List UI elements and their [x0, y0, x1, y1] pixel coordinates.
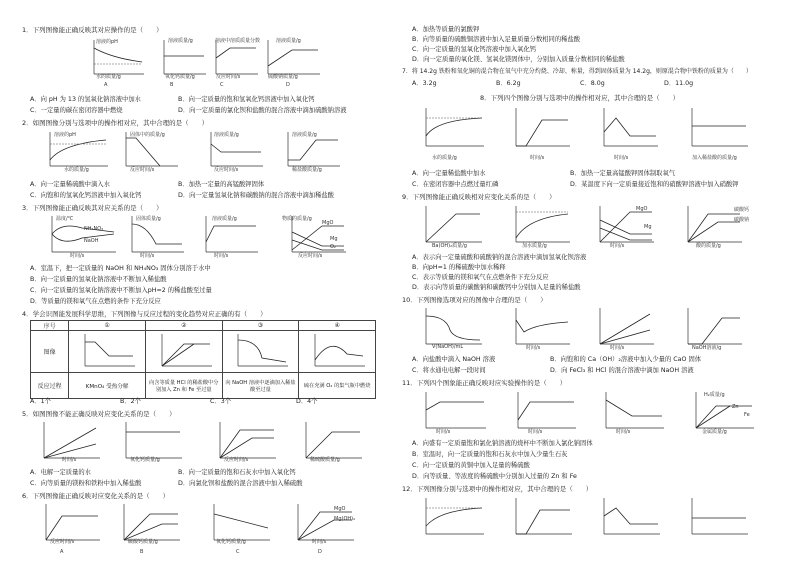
q6-letter-b: B — [140, 549, 144, 555]
q8-a-xlabel: 水的质量/g — [432, 155, 457, 161]
q3-b-xlabel: 时间/s — [140, 253, 155, 259]
q2-d-ylabel: 溶液质量/g — [292, 132, 317, 138]
q5-option-a: A．电解一定质量的水 — [30, 469, 91, 476]
q6-stem: 6．下列图像能正确反映对应变化关系的是（ ） — [22, 492, 170, 500]
q1-b-xlabel: 氧化钙质量/g — [165, 74, 195, 80]
q8-graph-a — [416, 106, 486, 152]
q11-annot-h2: H₂质量/g — [704, 392, 725, 398]
q12-graph-b — [506, 496, 574, 540]
q4-row-process-label: 反应过程 — [31, 373, 69, 399]
q6-letter-c: C — [236, 549, 240, 555]
q9-annot-mg: Mg — [644, 224, 652, 230]
q6-option-b: B．向等质量的硫酸铜溶液中加入足量质量分数相同的稀盐酸 — [412, 36, 581, 43]
q9-option-b: B．向pH=1 的稀硫酸中加水稀释 — [412, 264, 506, 271]
q6-letter-d: D — [318, 549, 322, 555]
q11-option-d: D．向等质量、等浓度的稀硫酸中分别加入过量的 Zn 和 Fe — [412, 473, 577, 480]
q11-option-b: B．室温时，向一定质量的饱和石灰水中加入少量生石灰 — [412, 451, 568, 458]
q3-a-xlabel: 时间/s — [70, 253, 85, 259]
q4-process-2: 向含等质量 HCl 的稀盐酸中分别加入 Zn 和 Fe 至过量 — [145, 373, 222, 399]
q5-c-xlabel: 反应时间/s — [224, 457, 249, 463]
q8-graph-d — [684, 106, 750, 152]
q8-option-d: D．某温度下向一定质量接近饱和的硝酸钾溶液中加入硝酸钾 — [570, 181, 739, 188]
q8-graph-c — [596, 106, 660, 152]
q8-stem: 8．下列四个图像分别与选项中的操作相对应，其中合理的是（ ） — [480, 94, 680, 102]
q2-c-ylabel: 溶液质量/g — [214, 132, 239, 138]
q9-option-c: C．表示等质量的镁和氧气在点燃条件下充分反应 — [412, 274, 549, 281]
q7-option-c: C．8.0g — [580, 80, 605, 87]
q4-option-a: A．1个 — [30, 398, 51, 405]
q6-option-d: D．向一定质量的氧化镁、氢氧化镁固体中，分别加入质量分数相同的稀盐酸 — [412, 56, 625, 63]
q2-d-xlabel: 稀盐酸质量/g — [292, 167, 322, 173]
q5-option-c: C．向等质量的镁粉和铁粉中加入稀盐酸 — [30, 480, 142, 487]
q1-a-ylabel: 溶液的pH — [96, 39, 118, 45]
q4-option-c: C．3个 — [210, 398, 231, 405]
q1-option-a: A．向 pH 为 13 的氢氧化钠溶液中加水 — [30, 96, 141, 103]
q1-option-c: C．一定量的碳在密闭容器中燃烧 — [30, 107, 123, 114]
q4-graph-3 — [222, 331, 299, 373]
q3-annot-mgo: MgO — [322, 220, 334, 226]
q4-header-2: ② — [145, 321, 222, 331]
q6-b-xlabel: 碳酸钙质量/g — [128, 539, 158, 545]
q1-option-d: D．向一定质量的氯化钡和盐酸的混合溶液中滴加硫酸钠溶液 — [178, 107, 347, 114]
q3-c-ylabel: 溶液质量/g — [212, 216, 237, 222]
q4-option-b: B．2个 — [120, 398, 141, 405]
q2-option-b: B．加热一定量的高锰酸钾固体 — [178, 181, 265, 188]
q2-option-c: C．向饱和的氢氧化钙溶液中加入氧化钙 — [30, 192, 142, 199]
q3-a-ylabel: 温度/℃ — [56, 216, 74, 222]
q11-option-a: A．向盛有一定质量饱和氯化钠溶液的烧杯中不断加入氯化钠固体 — [412, 440, 593, 447]
q11-option-c: C．向一定质量的黄铜中加入足量的稀硫酸 — [412, 462, 530, 469]
q3-annot-naoh: NaOH — [84, 238, 99, 244]
q4-graph-2 — [145, 331, 222, 373]
q6-d-xlabel: 时间/s — [312, 539, 327, 545]
q6-c-xlabel: 氧化钙质量/g — [216, 539, 246, 545]
q4-header-4: ④ — [299, 321, 376, 331]
q1-letter-c: C — [220, 82, 224, 88]
q8-b-xlabel: 时间/s — [530, 155, 545, 161]
q3-option-d: D．等质量的镁和氧气在点燃的条件下充分反应 — [30, 298, 161, 305]
q3-annot-mg: Mg — [330, 236, 338, 242]
q3-option-b: B．向一定质量的氢氧化钠溶液中不断加入稀盐酸 — [30, 276, 167, 283]
q11-annot-fe: Fe — [744, 412, 750, 418]
q9-d-xlabel: 酸的质量/g — [696, 243, 721, 249]
q12-graph-a — [416, 496, 486, 540]
q4-graph-4 — [299, 331, 376, 373]
q8-option-b: B．加热一定量高锰酸钾固体制取氧气 — [570, 170, 676, 177]
q10-d-xlabel: NaOH溶液/g — [692, 345, 722, 351]
q12-graph-c — [594, 496, 662, 540]
q1-a-xlabel: 水的质量/g — [96, 74, 121, 80]
q6-option-a: A．加热等质量的氯酸钾 — [412, 26, 480, 33]
q10-option-a: A．向盐酸中滴入 NaOH 溶液 — [412, 356, 496, 363]
q8-option-c: C．在密闭容器中点燃过量红磷 — [412, 181, 499, 188]
q4-stem: 4．学会识图能发展科学思维，下列图像与反应过程的变化趋势对应正确的有（ ） — [22, 310, 267, 318]
q4-process-1: KMnO₄ 受热分解 — [69, 373, 146, 399]
q10-a-xlabel: V(NaOH)/mL — [432, 344, 464, 350]
q2-stem: 2．如图图像分别与选项中的操作相对应，其中合理的是（ ） — [22, 119, 209, 127]
q1-letter-b: B — [170, 82, 174, 88]
q7-stem: 7．将 14.2g 铁粉和氧化铜的混合物在氧气中充分灼烧、冷却、称量，得到固体质量为 14.2g，则原混合物中铁粉的质量为（ ） — [402, 68, 752, 75]
q2-c-xlabel: 反应时间/s — [214, 167, 239, 173]
q9-option-d: D．表示向等质量的碳酸钠和碳酸钙中分别加入足量的稀盐酸 — [412, 284, 581, 291]
q6-a-xlabel: 反应时间/s — [50, 539, 75, 545]
q9-annot-caco3: 碳酸钙 — [734, 207, 750, 213]
q4-header-num: 序号 — [31, 321, 69, 331]
q4-row-graph-label: 图像 — [31, 331, 69, 373]
q10-option-c: C．将水通电电解一段时间 — [412, 367, 486, 374]
q4-table — [30, 320, 376, 399]
q10-stem: 10．下列图像选项对应的图像中合理的是（ ） — [402, 296, 547, 304]
q3-option-c: C．向一定质量的氢氧化钠溶液中不断加入pH=2 的稀盐酸至过量 — [30, 287, 212, 294]
q1-letter-d: D — [286, 82, 290, 88]
q2-b-ylabel: 固体中的质量/g — [130, 132, 165, 138]
left-column — [0, 0, 385, 562]
q9-option-a: A．表示向一定量硫酸和硫酸钠的混合溶液中滴加氢氧化钡溶液 — [412, 254, 587, 261]
q11-c-xlabel: 时间/s — [616, 429, 631, 435]
q6-annot-mgo: MgO — [334, 506, 346, 512]
q6-option-c: C．向一定质量的氢氧化钙溶液中加入氧化钙 — [412, 46, 537, 53]
q11-stem: 11．下列四个图象能正确反映对应实验操作的是（ ） — [402, 379, 567, 387]
q4-header-1: ① — [69, 321, 146, 331]
q1-b-ylabel: 溶液质量/g — [168, 38, 193, 44]
q1-d-ylabel: 溶液质量/g — [276, 38, 301, 44]
q7-option-b: B．6.2g — [496, 80, 521, 87]
q12-stem: 12．下列图像分别与选项中的操作相对应，其中合理的是（ ） — [402, 485, 593, 493]
q4-graph-1 — [69, 331, 146, 373]
q7-option-d: D．11.0g — [664, 80, 694, 87]
q9-c-xlabel: 时间/s — [610, 243, 625, 249]
q11-graph-b — [508, 390, 578, 434]
q9-annot-mgo: MgO — [636, 206, 648, 212]
q9-annot-na2co3: 碳酸钠 — [734, 217, 750, 223]
q3-option-a: A．室温下，把一定质量的 NaOH 和 NH₄NO₃ 固体分别溶于水中 — [30, 265, 211, 272]
q3-d-ylabel: 物质的质量/g — [282, 216, 312, 222]
q2-b-xlabel: 反应时间/s — [130, 167, 155, 173]
q6-letter-a: A — [60, 549, 64, 555]
q5-option-b: B．向一定质量的饱和石灰水中加入氧化钙 — [178, 469, 296, 476]
q10-option-d: D．向 FeCl₃ 和 HCl 的混合溶液中滴加 NaOH 溶液 — [550, 367, 694, 374]
q11-b-xlabel: 时间/s — [528, 429, 543, 435]
q5-b-xlabel: 氧化钙质量/g — [130, 457, 160, 463]
q8-graph-b — [508, 106, 572, 152]
q4-option-d: D．4个 — [296, 398, 318, 405]
q12-graph-d — [682, 496, 750, 540]
q1-option-b: B．向一定质量的饱和氢氧化钙溶液中加入氧化钙 — [178, 96, 315, 103]
q1-c-xlabel: 反应时间/s — [216, 74, 241, 80]
q3-stem: 3．下列图像能正确反映其对应关系的是（ ） — [22, 204, 163, 212]
q3-d-xlabel: 反应时间/s — [298, 253, 323, 259]
q9-stem: 9．下列图像能正确反映相对应变化关系的是（ ） — [402, 193, 556, 201]
q1-letter-a: A — [104, 82, 108, 88]
q11-graph-c — [596, 390, 666, 434]
q11-annot-zn: Zn — [732, 404, 739, 410]
q1-stem: 1．下列图像能正确反映其对应操作的是（ ） — [22, 26, 163, 34]
q3-annot-nh4no3: NH₄NO₃ — [84, 226, 104, 232]
q5-d-xlabel: 稀硫酸质量/g — [310, 457, 340, 463]
q11-a-xlabel: 时间/s — [436, 429, 451, 435]
q6-annot-mgoh2: Mg(OH)₂ — [334, 516, 356, 522]
q4-process-3: 向 NaOH 溶液中逐滴加入稀盐酸至过量 — [222, 373, 299, 399]
q9-b-xlabel: 加水质量/g — [522, 243, 547, 249]
q5-option-d: D．向氯化钡和盐酸的混合溶液中加入稀硫酸 — [178, 480, 303, 487]
q2-option-d: D．向一定量氢氧化钠和碳酸钠的混合溶液中滴加稀盐酸 — [178, 192, 334, 199]
q2-a-xlabel: 水的质量/g — [64, 167, 89, 173]
q10-option-b: B．向饱和的 Ca（OH）₂溶液中加入少量的 CaO 固体 — [550, 356, 702, 363]
q2-a-ylabel: 溶液的pH — [54, 132, 76, 138]
q10-b-xlabel: 时间/s — [526, 345, 541, 351]
q10-c-xlabel: 时间/s — [610, 345, 625, 351]
q5-stem: 5．如图图像不能正确反映对应变化关系的是（ ） — [22, 410, 176, 418]
q11-d-xlabel: 金属质量/g — [702, 429, 727, 435]
right-column — [400, 0, 785, 562]
q11-graph-a — [416, 390, 488, 434]
q8-option-a: A．向一定量稀盐酸中加水 — [412, 170, 486, 177]
q8-d-xlabel: 加入稀盐酸的质量/g — [692, 155, 737, 161]
q2-option-a: A．向一定量稀硫酸中滴入水 — [30, 181, 110, 188]
q5-a-xlabel: 时间/s — [62, 457, 77, 463]
q8-c-xlabel: 时间/s — [614, 155, 629, 161]
q4-process-4: 硫在充满 O₂ 的集气瓶中燃烧 — [299, 373, 376, 399]
q1-d-xlabel: 硫酸钠质量/g — [268, 74, 298, 80]
q4-header-3: ③ — [222, 321, 299, 331]
q9-a-xlabel: Ba(OH)₂质量/g — [432, 243, 467, 249]
q3-annot-o2: O₂ — [330, 244, 336, 250]
q7-option-a: A．3.2g — [412, 80, 437, 87]
q3-b-ylabel: 固体质量/g — [136, 216, 161, 222]
q1-c-ylabel: 溶液中溶质质量分数 — [215, 38, 261, 44]
q3-c-xlabel: 时间/s — [214, 253, 229, 259]
